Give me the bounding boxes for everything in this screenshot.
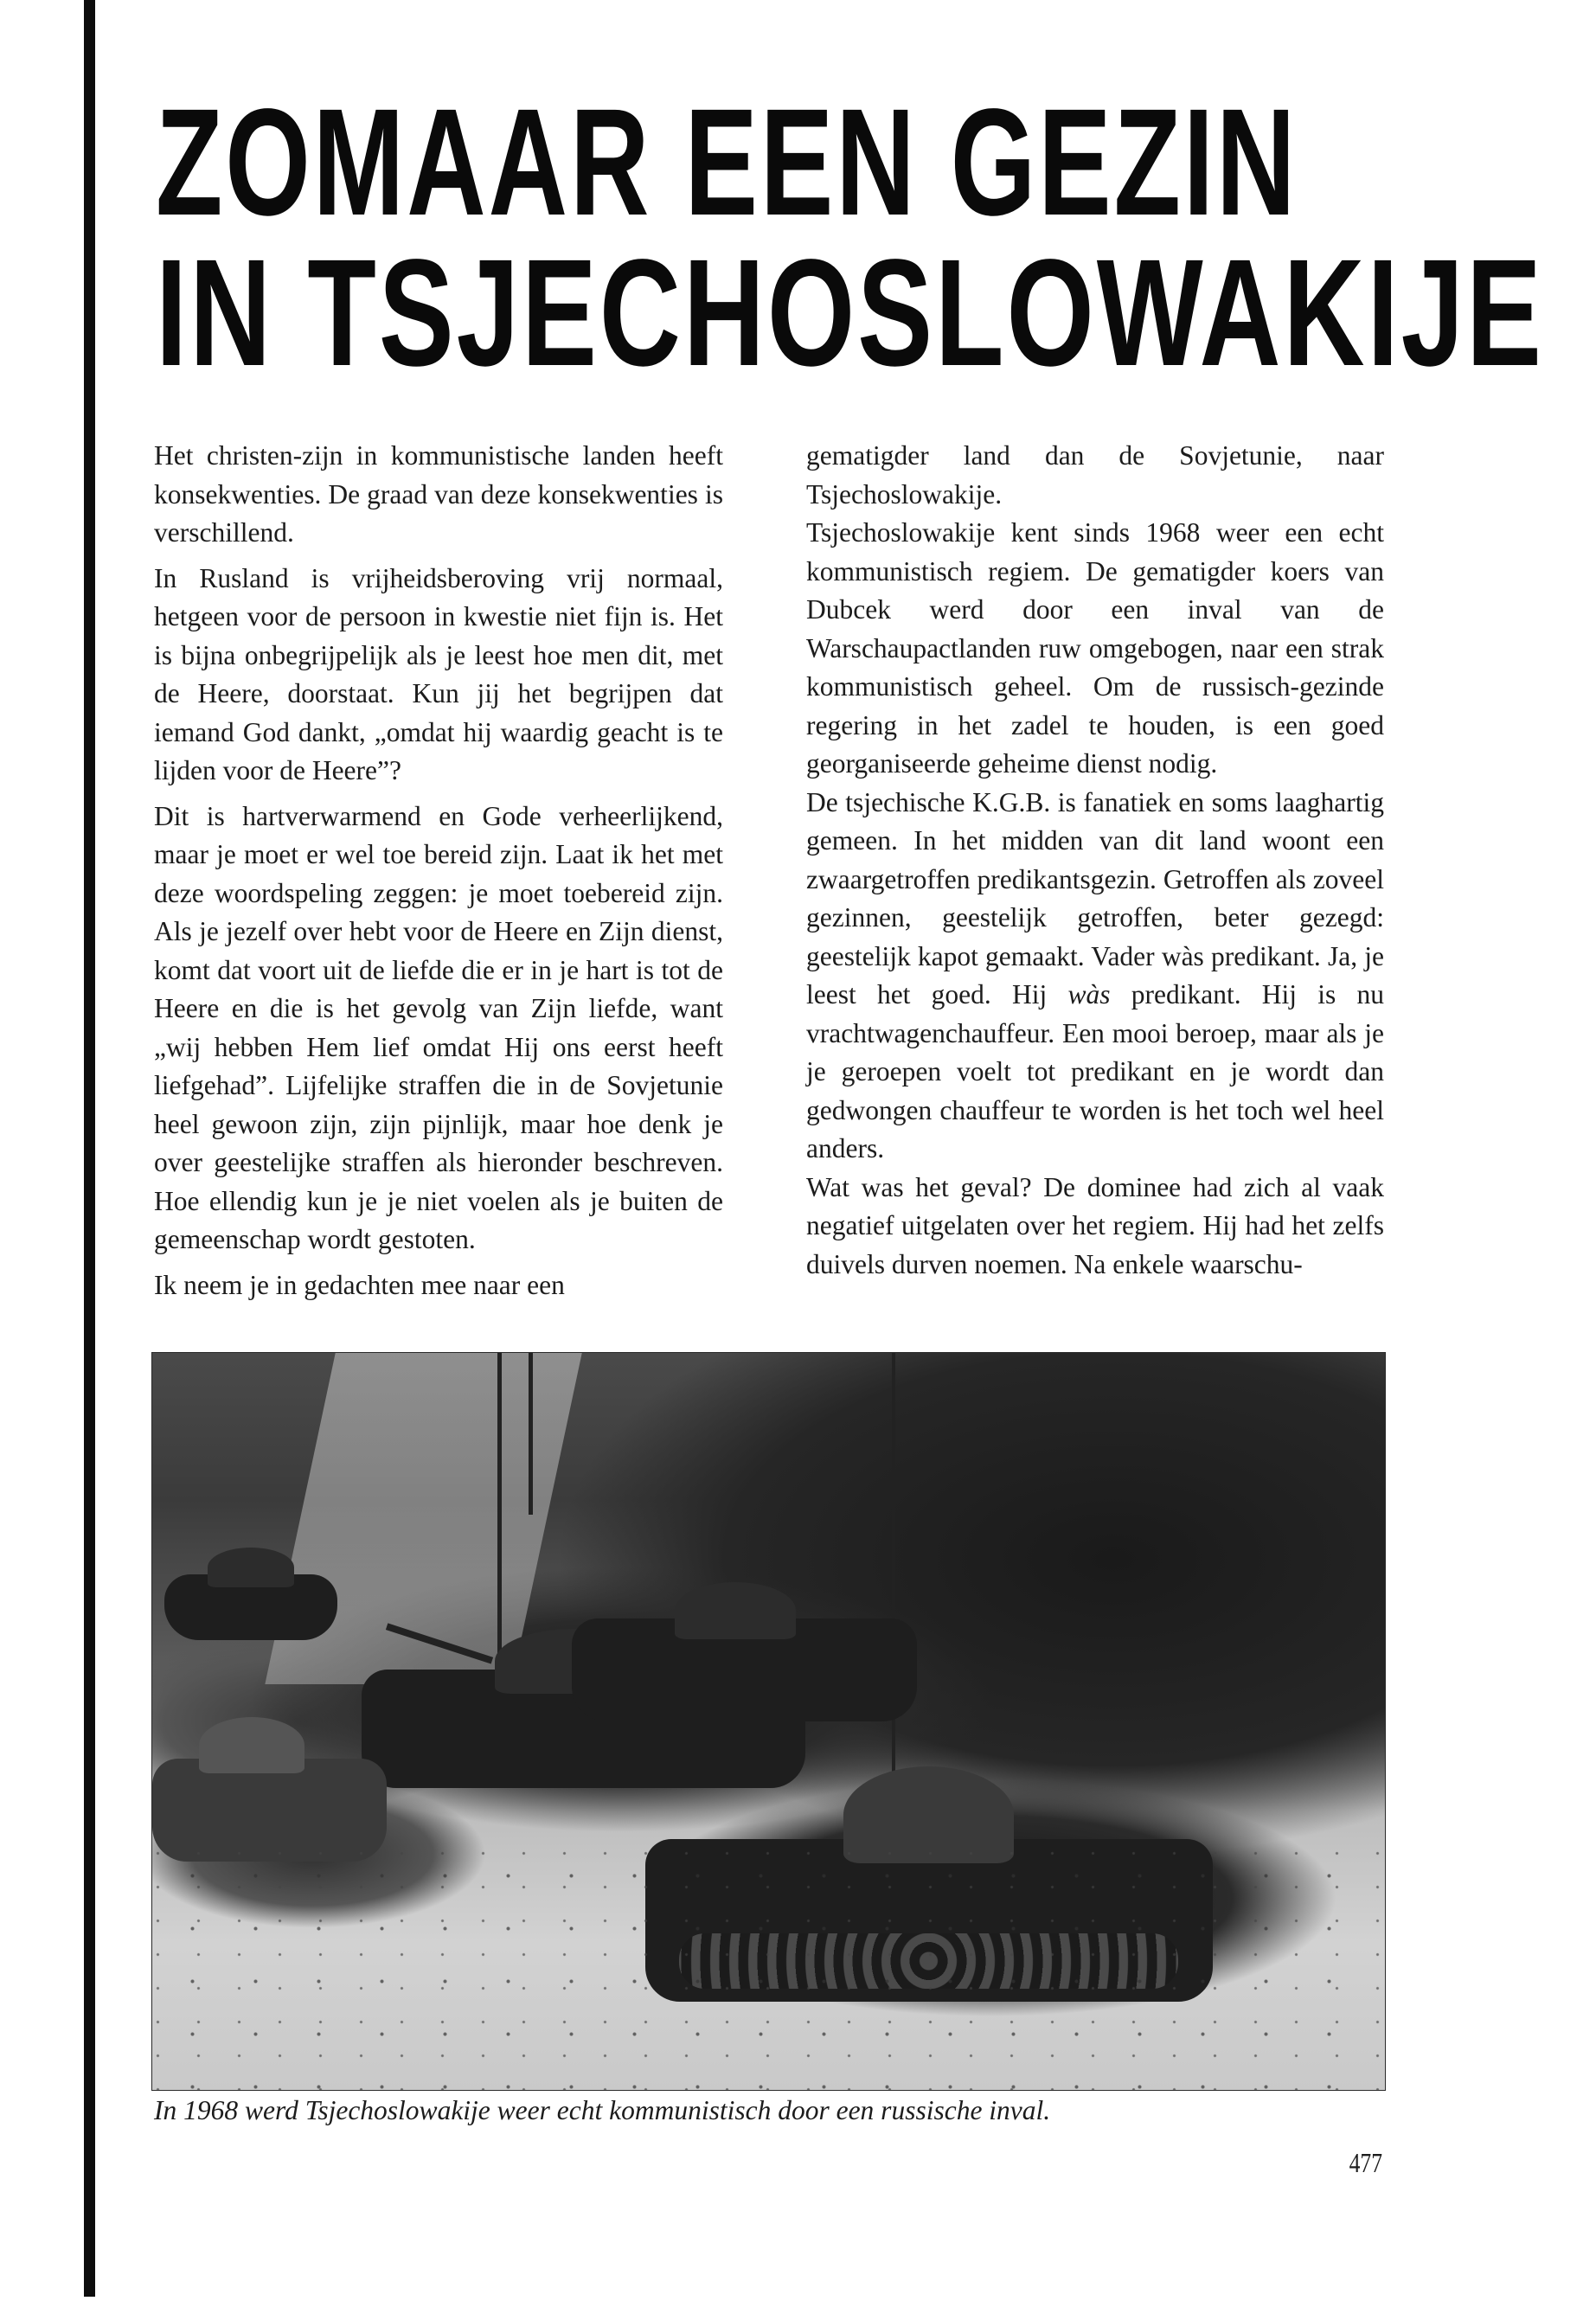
- emphasized-word: wàs: [1067, 979, 1111, 1009]
- photo-tank: [572, 1618, 917, 1721]
- left-column: [154, 437, 723, 1304]
- paragraph: Wat was het geval? De dominee had zich al vaak negatief uitgelaten over het regiem. Hij had het zelfs duivels durven noemen. Na enkele waarschu-: [806, 1171, 1384, 1279]
- photo-tank: [164, 1574, 337, 1641]
- title-line-2: IN TSJECHOSLOWAKIJE: [156, 228, 1544, 398]
- page-number: 477: [1349, 2147, 1382, 2178]
- invasion-photo: [151, 1352, 1386, 2091]
- page-margin-rule: [84, 0, 95, 2297]
- right-column: [806, 437, 1384, 1284]
- photo-caption: In 1968 werd Tsjechoslowakije weer echt kommunistisch door een russische inval.: [154, 2095, 1051, 2125]
- paragraph-text: predikant. Hij is nu vrachtwagenchauffeur. Een mooi beroep, maar als je je geroepen voelt tot predikant en je wordt dan gedwongen chauffeur te worden is het toch wel heel anders.: [806, 979, 1385, 1163]
- article-body: [154, 437, 1384, 1319]
- photo-debris: [152, 1832, 1385, 2090]
- title-line-1: ZOMAAR EEN GEZIN: [156, 78, 1298, 247]
- paragraph: Tsjechoslowakije kent sinds 1968 weer een echt kommunistisch regiem. De gematigder koers van Dubcek werd door een inval van de Warschaupactlanden ruw omgebogen, naar een strak kommunistisch geheel. Om de russisch-gezinde regering in het zadel te houden, is een goed georganiseerde geheime dienst nodig.: [806, 517, 1384, 779]
- paragraph: Dit is hartverwarmend en Gode verheerlijkend, maar je moet er wel toe bereid zijn. Laat ik het met deze woordspeling zeggen: je moet toebereid zijn. Als je jezelf over hebt voor de Heere en Zijn dienst, komt dat voort uit de liefde die er in je hart is tot de Heere en die is het gevolg van Zijn liefde, want „wij hebben Hem lief omdat Hij ons eerst heeft liefgehad”. Lijfelijke straffen die in de Sovjetunie heel gewoon zijn, zijn pijnlijk, maar hoe denk je over geestelijke straffen als hieronder beschreven. Hoe ellendig kun je je niet voelen als je buiten de gemeenschap wordt gestoten.: [154, 800, 723, 1254]
- paragraph: [806, 784, 1384, 1169]
- photo-pole: [529, 1353, 533, 1515]
- paragraph: Ik neem je in gedachten mee naar een: [154, 1269, 565, 1300]
- paragraph: Het christen-zijn in kommunistische landen heeft konsekwenties. De graad van deze konsekwenties is verschillend.: [154, 440, 723, 548]
- paragraph: In Rusland is vrijheidsberoving vrij normaal, hetgeen voor de persoon in kwestie niet fijn is. Het is bijna onbegrijpelijk als je leest hoe men dit, met de Heere, doorstaat. Kun jij het begrijpen dat iemand God dankt, „omdat hij waardig geacht is te lijden voor de Heere”?: [154, 562, 723, 785]
- paragraph: gematigder land dan de Sovjetunie, naar Tsjechoslowakije.: [806, 440, 1384, 510]
- article-title: [156, 78, 1596, 398]
- paragraph-text: De tsjechische K.G.B. is fanatiek en soms laaghartig gemeen. In het midden van dit land woont een zwaargetroffen predikantsgezin. Getroffen als zoveel gezinnen, geestelijk getroffen, beter gezegd: geestelijk kapot gemaakt. Vader wàs predikant. Ja, je leest het goed. Hij: [806, 786, 1384, 1009]
